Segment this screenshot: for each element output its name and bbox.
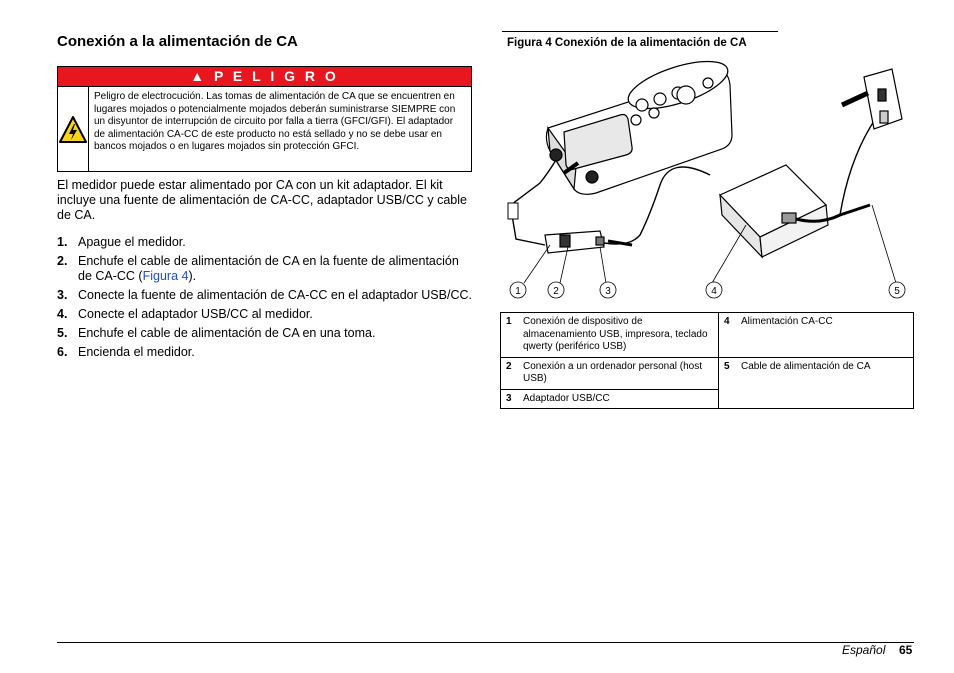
list-item: 4. Conecte el adaptador USB/CC al medidor. xyxy=(57,307,313,321)
list-item: 3. Conecte la fuente de alimentación de CA-CC en el adaptador USB/CC. xyxy=(57,288,472,302)
danger-text: Peligro de electrocución. Las tomas de alimentación de CA que se encuentren en lugares mojados o potencialmente mojados deberán suministrarse SIEMPRE con un disyuntor de interrupción de circuito por falla a tierra (GFCI/GFI). El adaptador de alimentación CA-CC de este producto no está sellado y no se debe usar en bancos mojados o en lugares mojados sin protección GFCI. xyxy=(94,91,456,153)
figure-link[interactable]: Figura 4 xyxy=(142,269,189,283)
figure-caption: Figura 4 Conexión de la alimentación de CA xyxy=(507,37,747,49)
list-item: 6. Encienda el medidor. xyxy=(57,345,195,359)
meter-device xyxy=(546,55,733,194)
callout-1: 1 xyxy=(515,286,521,297)
figure-rule xyxy=(502,31,778,32)
footer-rule xyxy=(57,642,914,643)
table-row: 1 Conexión de dispositivo de almacenamiento USB, impresora, teclado qwerty (periférico USB) 4 Alimentación CA-CC xyxy=(501,313,914,358)
table-row: 3 Adaptador USB/CC xyxy=(501,389,914,409)
usb-dc-adapter xyxy=(545,231,604,253)
callout-2: 2 xyxy=(553,286,559,297)
wall-outlet xyxy=(864,69,902,129)
table-row: 2 Conexión a un ordenador personal (host USB) 5 Cable de alimentación de CA xyxy=(501,357,914,389)
arrow-icon xyxy=(842,93,868,105)
danger-box xyxy=(57,66,472,172)
intro-paragraph: El medidor puede estar alimentado por CA con un kit adaptador. El kit incluye una fuente de alimentación de CA-CC, adaptador USB/CC y cable de CA. xyxy=(57,178,467,222)
page-number: 65 xyxy=(899,643,913,657)
list-item: 1. Apague el medidor. xyxy=(57,235,186,249)
callout-3: 3 xyxy=(605,286,611,297)
danger-header xyxy=(58,67,471,87)
list-item: 2. Enchufe el cable de alimentación de CA en la fuente de alimentación de CA-CC (Figura 4). xyxy=(57,254,459,283)
electrical-hazard-icon xyxy=(58,115,88,145)
steps-list xyxy=(57,235,472,364)
power-supply xyxy=(720,165,828,257)
warning-triangle-icon: ▲ xyxy=(190,68,208,84)
section-heading: Conexión a la alimentación de CA xyxy=(57,33,298,50)
callout-5: 5 xyxy=(894,286,900,297)
list-item: 5. Enchufe el cable de alimentación de CA en una toma. xyxy=(57,326,376,340)
footer-language: Español xyxy=(842,643,886,657)
power-connection-illustration xyxy=(500,55,914,305)
callout-4: 4 xyxy=(711,286,717,297)
danger-label: P E L I G R O xyxy=(213,68,339,84)
figure-legend-table xyxy=(500,312,914,409)
